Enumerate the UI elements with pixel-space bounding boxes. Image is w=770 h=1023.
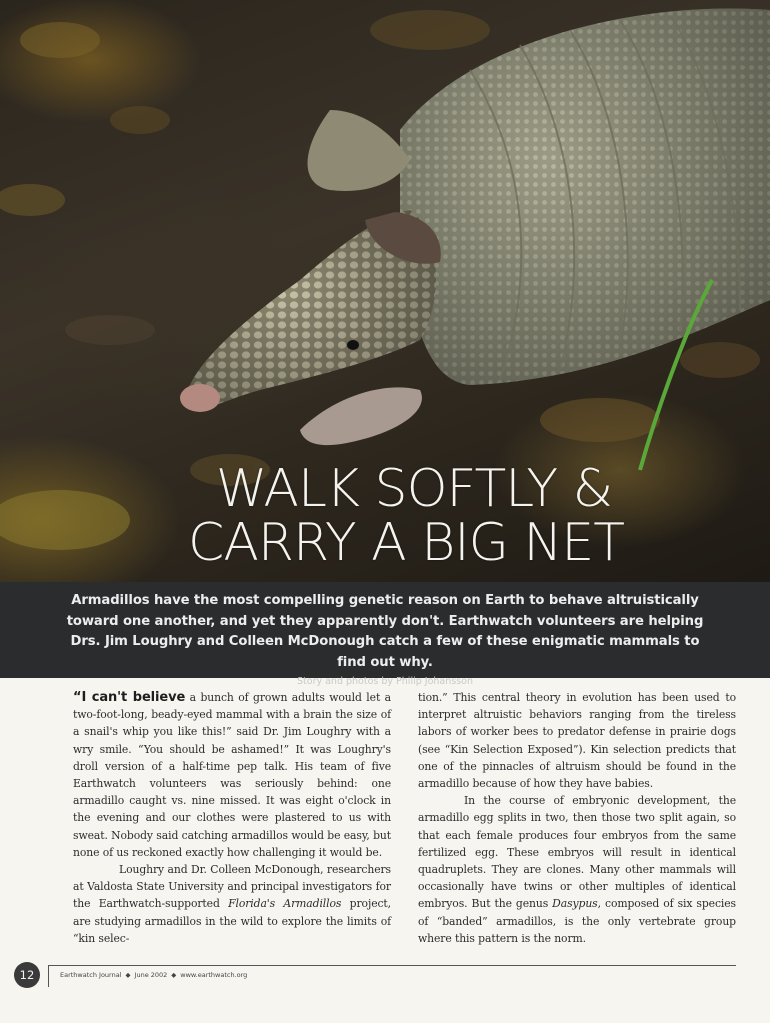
headline-line-1: WALK SOFTLY & xyxy=(215,459,613,519)
project-name: Florida's Armadillos xyxy=(228,897,342,911)
footer-divider xyxy=(48,965,49,987)
dek-text: Armadillos have the most compelling genetic reason on Earth to behave altruistically toward one another, and yet they apparently don't. Earthwatch volunteers are helping Drs. Jim Loughry and Colleen McDonough catch a few of these enigmatic mammals to find out why. xyxy=(66,593,704,670)
footer-info xyxy=(60,971,247,979)
bullet-icon: ◆ xyxy=(171,971,177,979)
body-paragraph xyxy=(418,792,736,947)
genus-name: Dasypus xyxy=(552,897,598,911)
body-column-right xyxy=(418,689,736,947)
body-column-left xyxy=(73,689,391,947)
headline-line-2: CARRY A BIG NET xyxy=(188,513,624,573)
body-text: project, are studying armadillos in the wild to explore the limits of “kin selec- xyxy=(73,897,391,945)
issue-date: June 2002 xyxy=(134,971,168,979)
body-text: , composed of six species of “banded” armadillos, is the only vertebrate group where this pattern is the norm. xyxy=(418,897,736,945)
body-paragraph xyxy=(73,861,391,947)
bullet-icon: ◆ xyxy=(125,971,131,979)
page-number: 12 xyxy=(14,962,40,988)
body-paragraph xyxy=(73,689,391,861)
body-paragraph: tion.” This central theory in evolution has been used to interpret altruistic behaviors ranging from the tireless labors of worker bees to predator defense in prairie dogs (see “Kin Selection Exposed”). Kin selection predicts that one of the pinnacles of altruism should be found in the armadillo because of how they have babies. xyxy=(418,691,736,791)
byline: Story and photos by Philip Johansson xyxy=(297,676,473,687)
body-text: Loughry and Dr. Colleen McDonough, researchers at Valdosta State University and principal investigators for the Earthwatch-supported xyxy=(73,863,391,911)
dek-band xyxy=(0,582,770,687)
journal-name: Earthwatch Journal xyxy=(60,971,122,979)
website-url[interactable]: www.earthwatch.org xyxy=(180,971,248,979)
article-headline xyxy=(0,459,770,573)
body-text: a bunch of grown adults would let a two-foot-long, beady-eyed mammal with a brain the size of a snail's whip you like this!” said Dr. Jim Loughry with a wry smile. “You should be ashamed!” It was Loughry's droll version of a half-time pep talk. His team of five Earthwatch volunteers was seriously behind: one armadillo caught vs. nine missed. It was eight o'clock in the evening and our clothes were plastered to us with sweat. Nobody said catching armadillos would be easy, but none of us reckoned exactly how challenging it would be. xyxy=(73,691,391,859)
footer-rule xyxy=(48,965,736,966)
body-text: In the course of embryonic development, the armadillo egg splits in two, then those two split again, so that each female produces four embryos from the same fertilized egg. These embryos will result in identical quadruplets. They are clones. Many other mammals will occasionally have twins or other multiples of identical embryos. But the genus xyxy=(418,794,736,911)
lead-in: “I can't believe xyxy=(73,690,186,705)
